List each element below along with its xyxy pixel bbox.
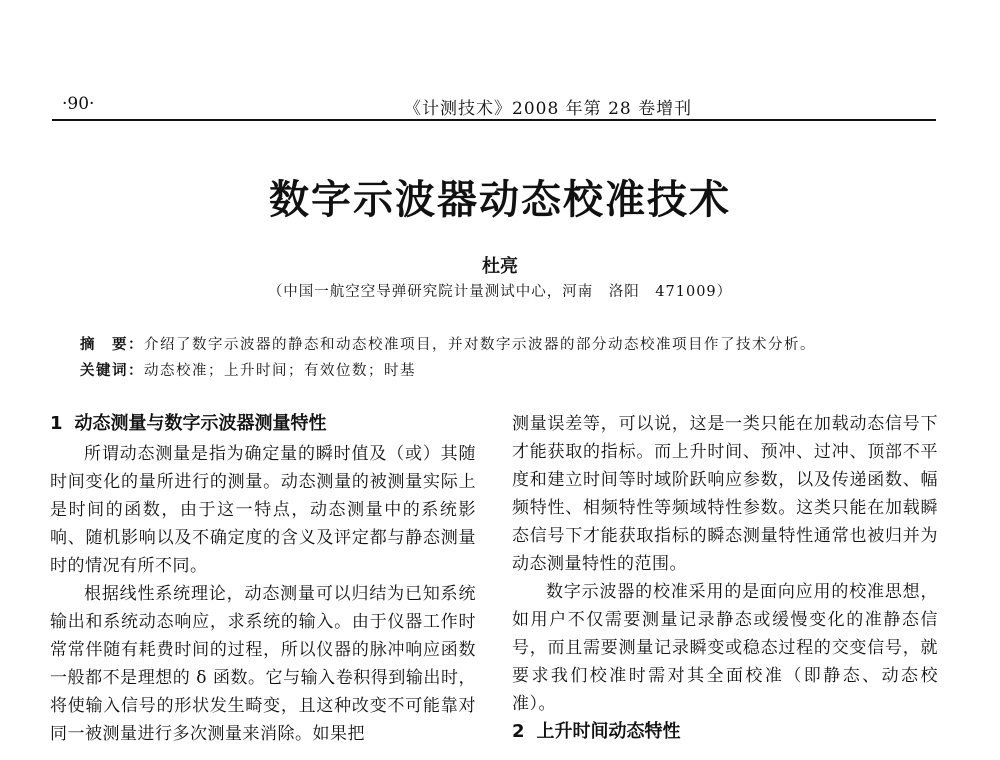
keywords-label: 关键词： [80, 363, 144, 379]
paragraph-3: 测量误差等，可以说，这是一类只能在加载动态信号下才能获取的指标。而上升时间、预冲、过冲、顶部不平度和建立时间等时域阶跃响应参数，以及传递函数、幅频特性、相频特性等频域特性参数。这类只能在加载瞬态信号下才能获取指标的瞬态测量特性通常也被归并为动态测量特性的范围。 [512, 414, 938, 574]
paragraph-2: 根据线性系统理论，动态测量可以归结为已知系统输出和系统动态响应，求系统的输入。由于仪器工作时常常伴随有耗费时间的过程，所以仪器的脉冲响应函数一般都不是理想的 δ 函数。它与输入卷积得到输出时，将使输入信号的形状发生畸变，且这种改变不可能靠对同一被测量进行多次测量来消除。如果把 [50, 584, 476, 744]
journal-citation: 《计测技术》2008 年第 28 卷增刊 [404, 99, 693, 119]
article-title: 数字示波器动态校准技术 [269, 177, 731, 223]
page-number: ·90· [62, 94, 95, 114]
running-head [52, 92, 940, 120]
header-rule [52, 119, 936, 121]
abstract-label: 摘 要： [80, 337, 144, 353]
abstract-block [80, 332, 960, 384]
abstract-text: 介绍了数字示波器的静态和动态校准项目，并对数字示波器的部分动态校准项目作了技术分析。 [144, 337, 816, 353]
keywords-text: 动态校准；上升时间；有效位数；时基 [144, 363, 416, 379]
section-2-title: 上升时间动态特性 [536, 721, 681, 742]
section-2-number: 2 [512, 721, 525, 742]
left-column [50, 410, 476, 748]
abstract-line [80, 332, 960, 358]
right-column [512, 410, 938, 748]
keywords-line [80, 358, 960, 384]
paragraph-4: 数字示波器的校准采用的是面向应用的校准思想，如用户不仅需要测量记录静态或缓慢变化的准静态信号，而且需要测量记录瞬变或稳态过程的交变信号，就要求我们校准时需对其全面校准（即静态、动态校准）。 [512, 582, 938, 714]
section-1-title: 动态测量与数字示波器测量特性 [74, 413, 327, 434]
author-name: 杜亮 [482, 256, 518, 277]
section-1-heading [50, 410, 476, 440]
section-1-number: 1 [50, 413, 63, 434]
author-affiliation: （中国一航空空导弹研究院计量测试中心，河南 洛阳 471009） [267, 284, 733, 300]
section-2-heading [512, 718, 938, 748]
paragraph-1: 所谓动态测量是指为确定量的瞬时值及（或）其随时间变化的量所进行的测量。动态测量的被测量实际上是时间的函数，由于这一特点，动态测量中的系统影响、随机影响以及不确定度的含义及评定都与静态测量时的情况有所不同。 [50, 444, 476, 576]
